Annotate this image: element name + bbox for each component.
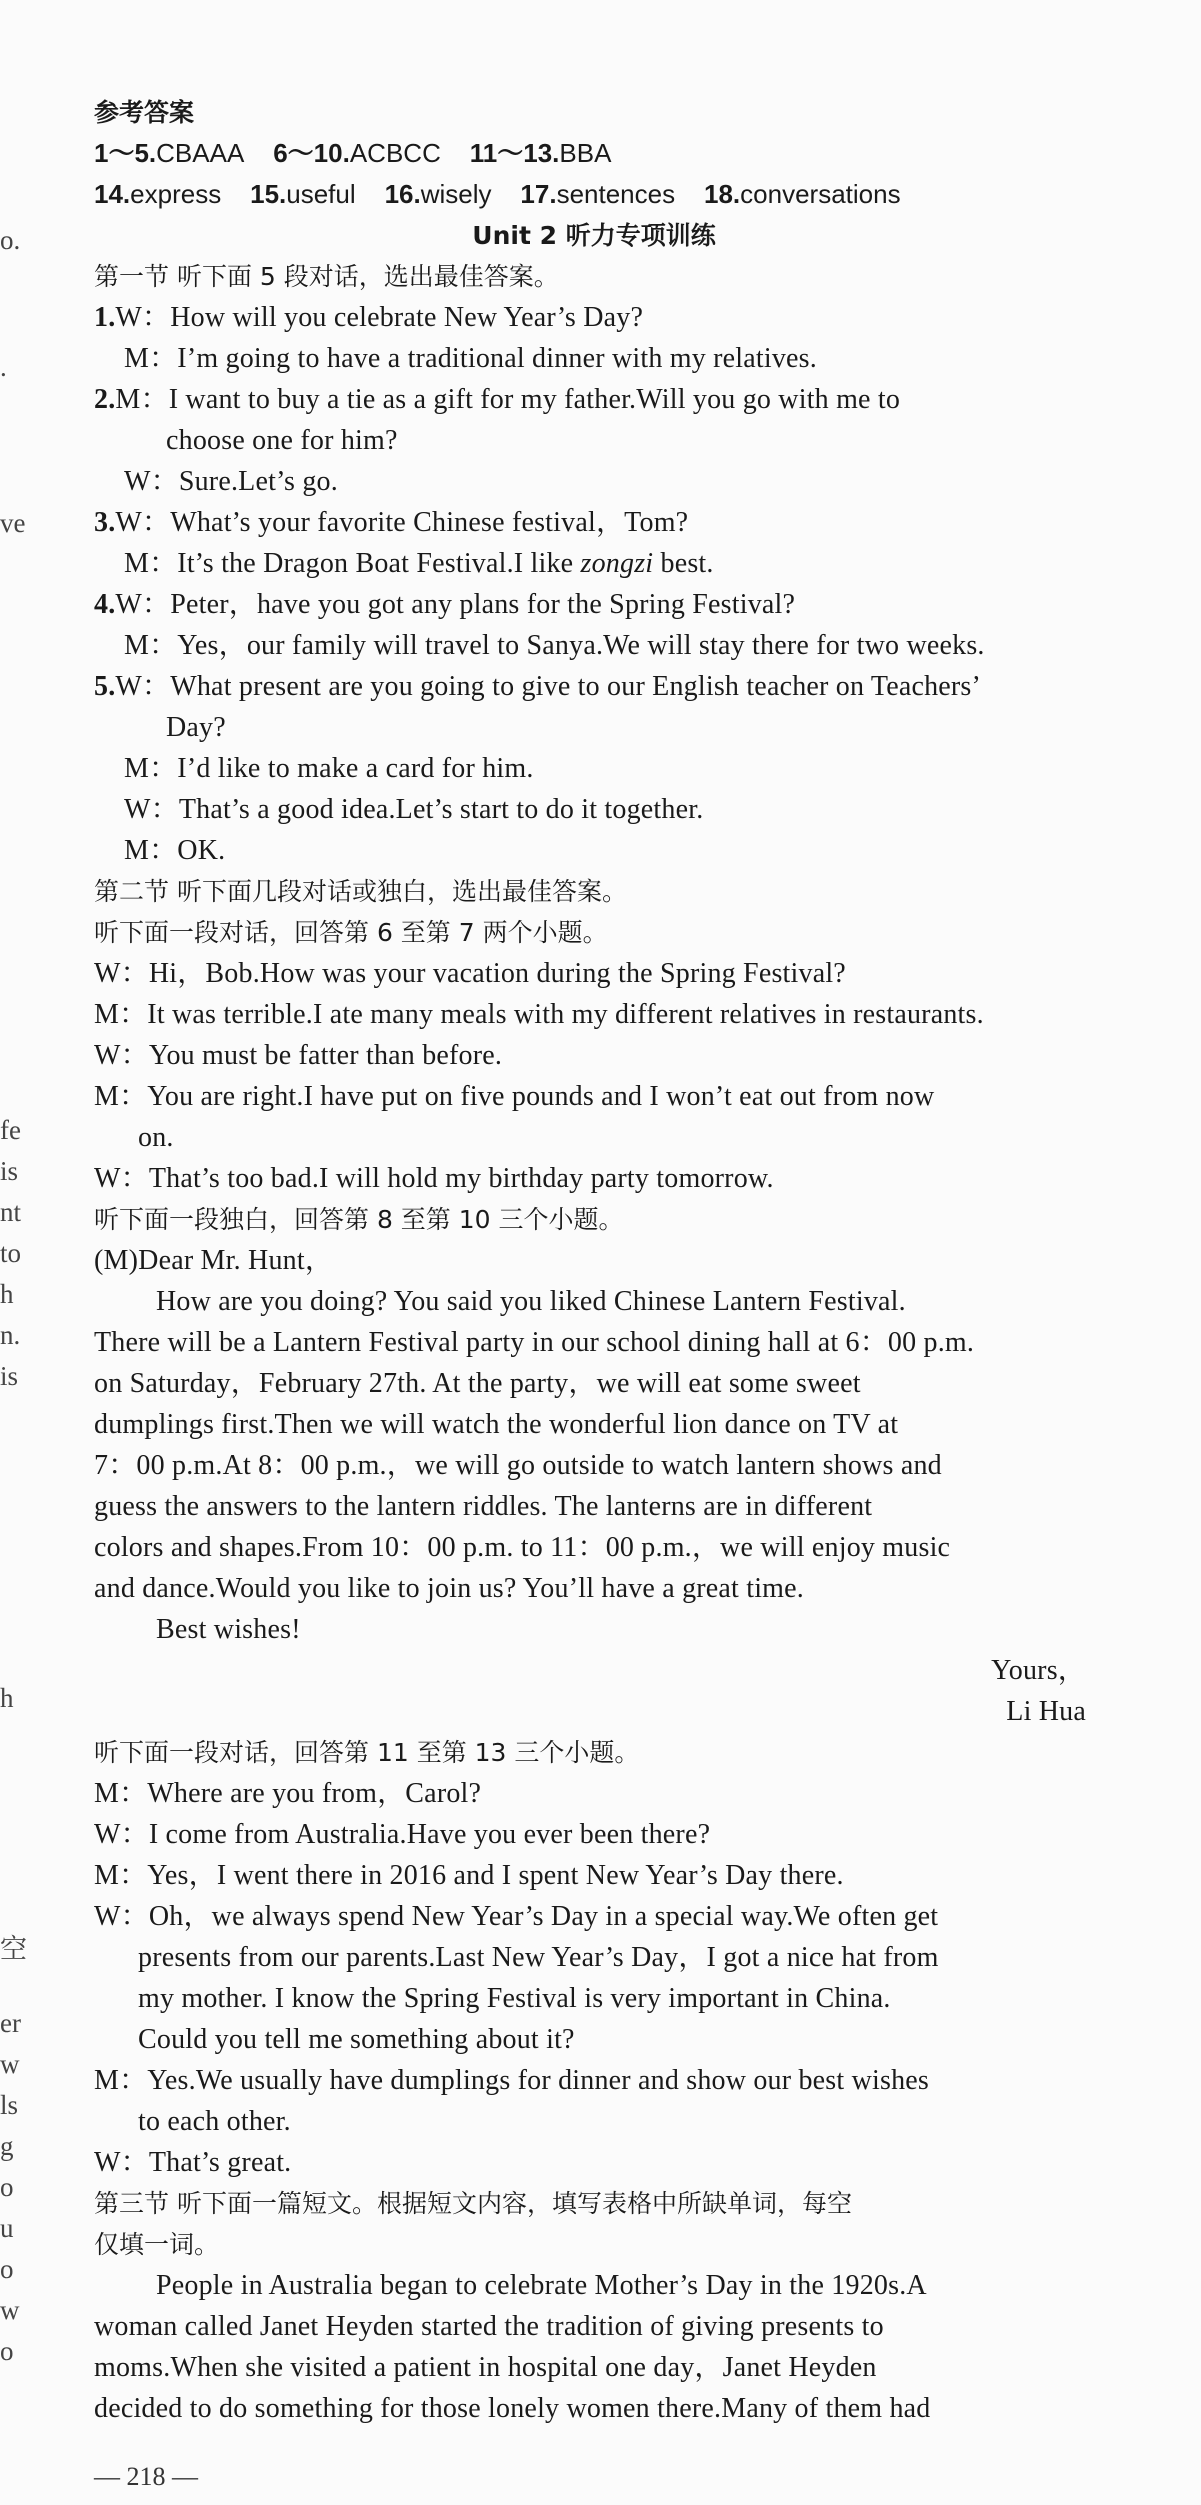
dialogue-line <box>94 461 1094 502</box>
section1-heading: 第一节 听下面 5 段对话，选出最佳答案。 <box>94 262 559 291</box>
answer-page <box>94 92 1094 2429</box>
gutter-fragment: o <box>0 2254 14 2284</box>
gutter-fragment: ls <box>0 2090 19 2120</box>
dialogue-text: M：OK. <box>124 835 226 866</box>
dialogue-line: on. <box>138 1122 174 1153</box>
answer-num: 17. <box>520 179 557 209</box>
dialogue-text: best. <box>653 548 714 579</box>
dialogue-line <box>94 707 1094 748</box>
answer-num: 14. <box>94 179 131 209</box>
gutter-fragment: is <box>0 1156 19 1186</box>
question-number: 4. <box>94 589 116 620</box>
answer-row-words <box>94 174 1094 215</box>
dialogue-line <box>94 420 1094 461</box>
answer-value: BBA <box>559 138 612 168</box>
dialogue-line: W：That’s great. <box>94 2147 292 2178</box>
letter-sign-name: Li Hua <box>1006 1696 1086 1727</box>
dialogue-line: M：Yes，I went there in 2016 and I spent New Year’s Day there. <box>94 1860 844 1891</box>
answer-word: express <box>130 179 222 209</box>
section2-heading: 第二节 听下面几段对话或独白，选出最佳答案。 <box>94 877 627 906</box>
answer-row-choice <box>94 133 1094 174</box>
gutter-fragment: is <box>0 1361 19 1391</box>
dialogue-line <box>94 625 1094 666</box>
answer-num: 18. <box>704 179 741 209</box>
letter-line: There will be a Lantern Festival party in our school dining hall at 6：00 p.m. <box>94 1327 975 1358</box>
italic-word: zongzi <box>580 548 654 579</box>
answer-word: wisely <box>420 179 492 209</box>
dialogue-line <box>94 297 1094 338</box>
dialogue-text: M：I’d like to make a card for him. <box>124 753 534 784</box>
dialogue-line <box>94 748 1094 789</box>
gutter-fragment: ve <box>0 508 26 538</box>
answer-word: conversations <box>740 179 901 209</box>
passage-line: People in Australia began to celebrate Mother’s Day in the 1920s.A <box>156 2270 927 2301</box>
section3-heading-cont: 仅填一词。 <box>94 2230 220 2259</box>
letter-line: on Saturday，February 27th. At the party，we will eat some sweet <box>94 1368 861 1399</box>
gutter-fragment: fe <box>0 1115 21 1145</box>
passage-line: decided to do something for those lonely women there.Many of them had <box>94 2393 931 2424</box>
dialogue-line: W：You must be fatter than before. <box>94 1040 503 1071</box>
dialogue-text: W：How will you celebrate New Year’s Day? <box>115 302 644 333</box>
dialogue-text: M：Yes，our family will travel to Sanya.We will stay there for two weeks. <box>124 630 985 661</box>
question-number: 3. <box>94 507 116 538</box>
dialogue-text: Day? <box>166 712 226 743</box>
gutter-fragment: u <box>0 2213 14 2243</box>
letter-closing: Best wishes! <box>156 1614 301 1645</box>
answer-num: 15. <box>250 179 287 209</box>
dialogue-line: my mother. I know the Spring Festival is very important in China. <box>138 1983 891 2014</box>
gutter-fragment: h <box>0 1683 14 1713</box>
letter-line: 7：00 p.m.At 8：00 p.m.，we will go outside to watch lantern shows and <box>94 1450 942 1481</box>
letter-line: and dance.Would you like to join us? You’ll have a great time. <box>94 1573 804 1604</box>
dialogue-line <box>94 789 1094 830</box>
q1113-intro: 听下面一段对话，回答第 11 至第 13 三个小题。 <box>94 1738 640 1767</box>
gutter-fragment: 空 <box>0 1934 27 1964</box>
answer-word: useful <box>286 179 356 209</box>
answer-heading: 参考答案 <box>94 98 195 127</box>
dialogue-line: M：Yes.We usually have dumplings for dinner and show our best wishes <box>94 2065 929 2096</box>
gutter-fragment: o <box>0 2172 14 2202</box>
letter-line: dumplings first.Then we will watch the wonderful lion dance on TV at <box>94 1409 899 1440</box>
dialogue-line: presents from our parents.Last New Year’s Day，I got a nice hat from <box>138 1942 939 1973</box>
dialogue-text: W：What present are you going to give to our English teacher on Teachers’ <box>115 671 982 702</box>
letter-sign-yours: Yours， <box>991 1655 1086 1686</box>
dialogue-line: M：It was terrible.I ate many meals with my different relatives in restaurants. <box>94 999 984 1030</box>
letter-line: colors and shapes.From 10：00 p.m. to 11：00 p.m.，we will enjoy music <box>94 1532 951 1563</box>
answer-value: CBAAA <box>156 138 245 168</box>
gutter-fragment: g <box>0 2131 14 2161</box>
question-number: 1. <box>94 302 116 333</box>
section3-heading: 第三节 听下面一篇短文。根据短文内容，填写表格中所缺单词，每空 <box>94 2189 852 2218</box>
answer-range: 1～5. <box>94 138 157 168</box>
gutter-fragment: . <box>0 352 7 382</box>
dialogue-text: choose one for him? <box>166 425 398 456</box>
q810-intro: 听下面一段独白，回答第 8 至第 10 三个小题。 <box>94 1205 624 1234</box>
question-number: 2. <box>94 384 116 415</box>
dialogue-line: W：Oh，we always spend New Year’s Day in a special way.We often get <box>94 1901 939 1932</box>
gutter-fragment: o. <box>0 225 21 255</box>
gutter-fragment: o <box>0 2336 14 2366</box>
gutter-fragment: nt <box>0 1197 22 1227</box>
page-number: — 218 — <box>94 2462 198 2491</box>
answer-range: 11～13. <box>469 138 560 168</box>
passage-line: woman called Janet Heyden started the tradition of giving presents to <box>94 2311 884 2342</box>
dialogue-line <box>94 502 1094 543</box>
dialogue-text: W：What’s your favorite Chinese festival，Tom? <box>115 507 689 538</box>
dialogue-line: W：That’s too bad.I will hold my birthday party tomorrow. <box>94 1163 774 1194</box>
dialogue-line <box>94 666 1094 707</box>
dialogue-text: M：I want to buy a tie as a gift for my father.Will you go with me to <box>115 384 901 415</box>
dialogue-text: W：Sure.Let’s go. <box>124 466 338 497</box>
dialogue-line: W：I come from Australia.Have you ever been there? <box>94 1819 711 1850</box>
dialogue-line: Could you tell me something about it? <box>138 2024 575 2055</box>
dialogue-line: to each other. <box>138 2106 291 2137</box>
answer-word: sentences <box>556 179 676 209</box>
unit-title: Unit 2 听力专项训练 <box>472 221 716 250</box>
gutter-fragment: to <box>0 1238 22 1268</box>
dialogue-text: M：I’m going to have a traditional dinner with my relatives. <box>124 343 817 374</box>
dialogue-line <box>94 830 1094 871</box>
gutter-fragment: er <box>0 2008 21 2038</box>
dialogue-line: M：You are right.I have put on five pounds and I won’t eat out from now <box>94 1081 935 1112</box>
dialogue-line <box>94 379 1094 420</box>
dialogue-line <box>94 543 1094 584</box>
dialogue-text: W：That’s a good idea.Let’s start to do it together. <box>124 794 704 825</box>
letter-line: guess the answers to the lantern riddles. The lanterns are in different <box>94 1491 873 1522</box>
gutter-fragment: w <box>0 2049 20 2079</box>
gutter-fragment: h <box>0 1279 14 1309</box>
question-number: 5. <box>94 671 116 702</box>
answer-range: 6～10. <box>273 138 350 168</box>
dialogue-line: M：Where are you from，Carol? <box>94 1778 482 1809</box>
gutter-fragment: w <box>0 2295 20 2325</box>
left-gutter-fragments <box>0 0 26 2505</box>
letter-line: How are you doing? You said you liked Chinese Lantern Festival. <box>156 1286 906 1317</box>
dialogue-text: W：Peter，have you got any plans for the Spring Festival? <box>115 589 796 620</box>
dialogue-line <box>94 584 1094 625</box>
answer-value: ACBCC <box>349 138 441 168</box>
dialogue-line <box>94 338 1094 379</box>
passage-line: moms.When she visited a patient in hospital one day，Janet Heyden <box>94 2352 877 2383</box>
q67-intro: 听下面一段对话，回答第 6 至第 7 两个小题。 <box>94 918 608 947</box>
gutter-fragment: n. <box>0 1320 21 1350</box>
answer-num: 16. <box>384 179 421 209</box>
dialogue-text: M：It’s the Dragon Boat Festival.I like <box>124 548 581 579</box>
letter-salutation: (M)Dear Mr. Hunt， <box>94 1245 334 1276</box>
dialogue-line: W：Hi，Bob.How was your vacation during the Spring Festival? <box>94 958 846 989</box>
